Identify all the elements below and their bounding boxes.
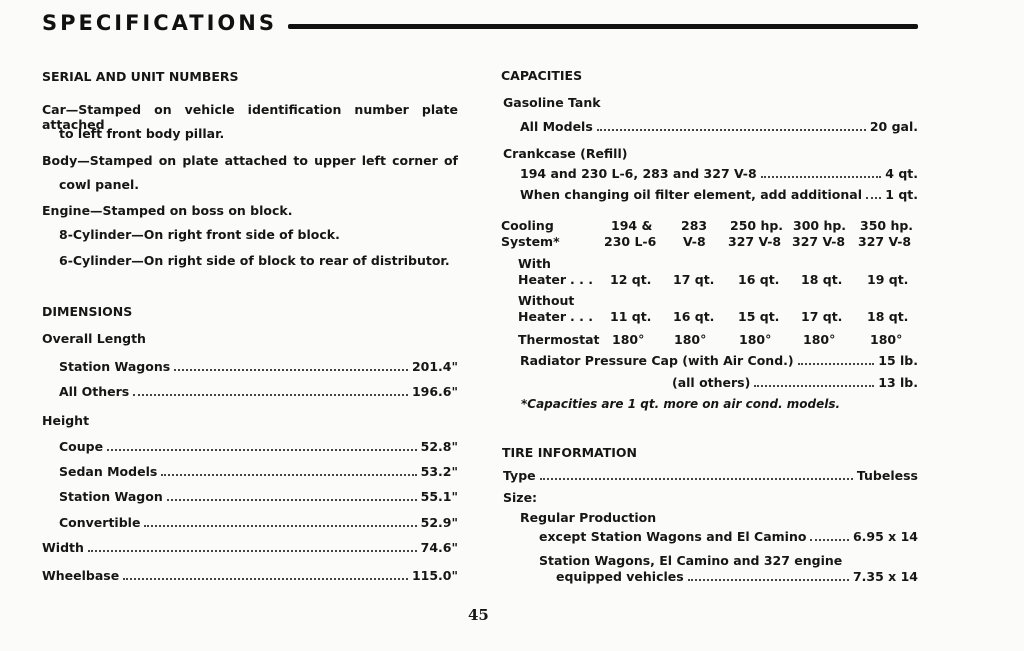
col-header: 327 V-8 bbox=[858, 234, 912, 249]
leader-dots bbox=[123, 578, 408, 580]
leader-dots bbox=[161, 474, 416, 476]
sedan-row bbox=[59, 464, 458, 479]
regular-production-label: Regular Production bbox=[520, 510, 657, 525]
station-wagons-label: Station Wagons bbox=[59, 359, 171, 374]
tire-except-row bbox=[539, 529, 918, 544]
sedan-value: 53.2" bbox=[420, 464, 458, 479]
coupe-row bbox=[59, 439, 458, 454]
cooling-label: Cooling bbox=[501, 218, 554, 233]
serial-body-line1: Body—Stamped on plate attached to upper left corner of bbox=[42, 153, 458, 168]
serial-car-line2: to left front body pillar. bbox=[59, 126, 225, 141]
col-header: 327 V-8 bbox=[728, 234, 782, 249]
wheelbase-value: 115.0" bbox=[411, 568, 458, 583]
with-heater-label: Heater bbox=[518, 272, 566, 287]
tire-type-value: Tubeless bbox=[856, 468, 918, 483]
all-models-row bbox=[520, 119, 918, 134]
with-heater-value: 16 qt. bbox=[738, 272, 780, 287]
radiator-other-label: (all others) bbox=[672, 375, 751, 390]
tire-special-row bbox=[556, 569, 918, 584]
radiator-ac-value: 15 lb. bbox=[878, 353, 918, 368]
leader-dots bbox=[144, 525, 416, 527]
crank-filter-row bbox=[520, 187, 918, 202]
crank-engines-value: 4 qt. bbox=[885, 166, 918, 181]
with-heater-value: 18 qt. bbox=[801, 272, 843, 287]
without-heater-label: Heater bbox=[518, 309, 566, 324]
crank-filter-value: 1 qt. bbox=[885, 187, 918, 202]
tire-special-value: 7.35 x 14 bbox=[852, 569, 918, 584]
leader-dots bbox=[107, 449, 417, 451]
station-wagon-row bbox=[59, 489, 458, 504]
col-header: 327 V-8 bbox=[792, 234, 846, 249]
thermostat-value: 180° bbox=[870, 332, 903, 347]
serial-eight-cyl: 8-Cylinder—On right front side of block. bbox=[59, 227, 340, 242]
capacities-heading: CAPACITIES bbox=[501, 68, 583, 83]
leader-dots bbox=[754, 385, 874, 387]
thermostat-value: 180° bbox=[612, 332, 645, 347]
col-header: 300 hp. bbox=[793, 218, 847, 233]
system-label: System* bbox=[501, 234, 560, 249]
without-heater-value: 15 qt. bbox=[738, 309, 780, 324]
with-heater-dots: . . . bbox=[570, 272, 593, 287]
dimensions-heading: DIMENSIONS bbox=[42, 304, 133, 319]
radiator-ac-row bbox=[520, 353, 918, 368]
leader-dots bbox=[597, 129, 866, 131]
without-heater-dots: . . . bbox=[570, 309, 593, 324]
col-header: 250 hp. bbox=[730, 218, 784, 233]
station-wagons-value: 201.4" bbox=[411, 359, 458, 374]
tire-except-value: 6.95 x 14 bbox=[852, 529, 918, 544]
overall-length-label: Overall Length bbox=[42, 331, 146, 346]
radiator-other-value: 13 lb. bbox=[878, 375, 918, 390]
width-label: Width bbox=[42, 540, 84, 555]
serial-six-cyl: 6-Cylinder—On right side of block to rear of distributor. bbox=[59, 253, 450, 268]
wheelbase-label: Wheelbase bbox=[42, 568, 120, 583]
with-heater-value: 19 qt. bbox=[867, 272, 909, 287]
height-label: Height bbox=[42, 413, 90, 428]
capacities-footnote: *Capacities are 1 qt. more on air cond. models. bbox=[521, 397, 841, 411]
sedan-label: Sedan Models bbox=[59, 464, 158, 479]
with-heater-value: 12 qt. bbox=[610, 272, 652, 287]
convertible-value: 52.9" bbox=[420, 515, 458, 530]
tire-heading: TIRE INFORMATION bbox=[502, 445, 638, 460]
width-row bbox=[42, 540, 458, 555]
leader-dots bbox=[866, 197, 881, 199]
thermostat-label: Thermostat bbox=[518, 332, 600, 347]
serial-heading: SERIAL AND UNIT NUMBERS bbox=[42, 69, 239, 84]
tire-type-label: Type bbox=[503, 468, 536, 483]
col-header: 194 & bbox=[611, 218, 653, 233]
station-wagon-value: 55.1" bbox=[420, 489, 458, 504]
without-label: Without bbox=[518, 293, 575, 308]
leader-dots bbox=[88, 550, 417, 552]
thermostat-value: 180° bbox=[739, 332, 772, 347]
with-label: With bbox=[518, 256, 551, 271]
serial-engine: Engine—Stamped on boss on block. bbox=[42, 203, 293, 218]
leader-dots bbox=[540, 478, 853, 480]
tire-size-label: Size: bbox=[503, 490, 538, 505]
gas-tank-label: Gasoline Tank bbox=[503, 95, 601, 110]
without-heater-value: 18 qt. bbox=[867, 309, 909, 324]
leader-dots bbox=[174, 369, 408, 371]
all-models-value: 20 gal. bbox=[869, 119, 918, 134]
radiator-other-row bbox=[672, 375, 918, 390]
serial-body-line2: cowl panel. bbox=[59, 177, 139, 192]
tire-special-label: equipped vehicles bbox=[556, 569, 684, 584]
col-header: V-8 bbox=[683, 234, 706, 249]
crank-engines-row bbox=[520, 166, 918, 181]
thermostat-value: 180° bbox=[803, 332, 836, 347]
crank-engines-label: 194 and 230 L-6, 283 and 327 V-8 bbox=[520, 166, 757, 181]
without-heater-value: 16 qt. bbox=[673, 309, 715, 324]
all-others-value: 196.6" bbox=[411, 384, 458, 399]
col-header: 283 bbox=[681, 218, 708, 233]
without-heater-value: 17 qt. bbox=[801, 309, 843, 324]
leader-dots bbox=[133, 394, 408, 396]
crank-filter-label: When changing oil filter element, add additional bbox=[520, 187, 862, 202]
convertible-row bbox=[59, 515, 458, 530]
all-others-row bbox=[59, 384, 458, 399]
col-header: 230 L-6 bbox=[604, 234, 657, 249]
leader-dots bbox=[167, 499, 417, 501]
wheelbase-row bbox=[42, 568, 458, 583]
leader-dots bbox=[810, 539, 849, 541]
convertible-label: Convertible bbox=[59, 515, 141, 530]
leader-dots bbox=[761, 176, 882, 178]
all-others-label: All Others bbox=[59, 384, 130, 399]
leader-dots bbox=[798, 363, 875, 365]
col-header: 350 hp. bbox=[860, 218, 914, 233]
tire-special-line1: Station Wagons, El Camino and 327 engine bbox=[539, 553, 843, 568]
crankcase-label: Crankcase (Refill) bbox=[503, 146, 628, 161]
station-wagon-label: Station Wagon bbox=[59, 489, 163, 504]
all-models-label: All Models bbox=[520, 119, 593, 134]
leader-dots bbox=[688, 579, 849, 581]
serial-car-line1: Car—Stamped on vehicle identification number plate attached bbox=[42, 102, 458, 132]
coupe-value: 52.8" bbox=[420, 439, 458, 454]
width-value: 74.6" bbox=[420, 540, 458, 555]
page-number: 45 bbox=[468, 606, 489, 624]
page-title: SPECIFICATIONS bbox=[42, 11, 277, 35]
with-heater-value: 17 qt. bbox=[673, 272, 715, 287]
radiator-ac-label: Radiator Pressure Cap (with Air Cond.) bbox=[520, 353, 794, 368]
thermostat-value: 180° bbox=[674, 332, 707, 347]
title-rule bbox=[288, 24, 918, 29]
station-wagons-row bbox=[59, 359, 458, 374]
tire-except-label: except Station Wagons and El Camino bbox=[539, 529, 807, 544]
without-heater-value: 11 qt. bbox=[610, 309, 652, 324]
coupe-label: Coupe bbox=[59, 439, 104, 454]
tire-type-row bbox=[503, 468, 918, 483]
